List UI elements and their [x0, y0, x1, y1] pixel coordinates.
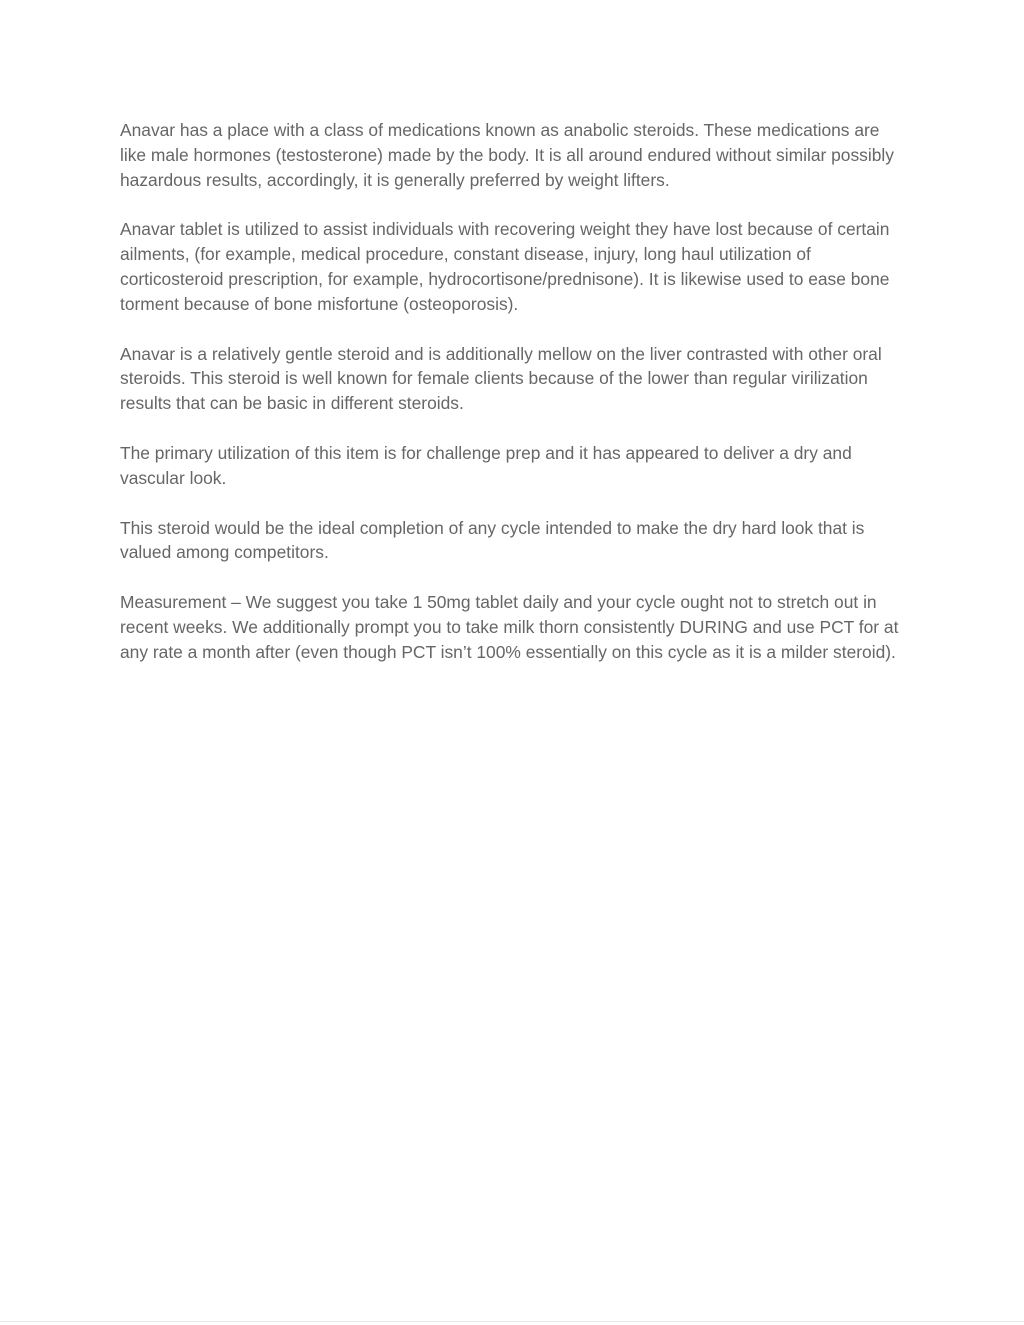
document-body [120, 118, 910, 690]
paragraph-anavar-intro: Anavar has a place with a class of medications known as anabolic steroids. These medications are like male hormones (testosterone) made by the body. It is all around endured without similar possibly hazardous results, accordingly, it is generally preferred by weight lifters. [120, 120, 894, 190]
paragraph-anavar-gentle: Anavar is a relatively gentle steroid and is additionally mellow on the liver contrasted with other oral steroids. This steroid is well known for female clients because of the lower than regular virilization results that can be basic in different steroids. [120, 343, 882, 414]
paragraph-measurement: Measurement – We suggest you take 1 50mg tablet daily and your cycle ought not to stretch out in recent weeks. We additionally prompt you to take milk thorn consistently DURING and use PCT for at any rate a month after (even though PCT isn’t 100% essentially on this cycle as it is a milder steroid). [120, 592, 899, 662]
paragraph-anavar-uses: Anavar tablet is utilized to assist individuals with recovering weight they have lost because of certain ailments, (for example, medical procedure, constant disease, injury, long haul utilization of corticosteroid prescription, for example, hydrocortisone/prednisone). It is likewise used to ease bone torment because of bone misfortune (osteoporosis). [120, 219, 890, 314]
paragraph-primary-utilization: The primary utilization of this item is for challenge prep and it has appeared to deliver a dry and vascular look. [120, 442, 852, 488]
paragraph-ideal-completion: This steroid would be the ideal completion of any cycle intended to make the dry hard look that is valued among competitors. [120, 517, 865, 563]
